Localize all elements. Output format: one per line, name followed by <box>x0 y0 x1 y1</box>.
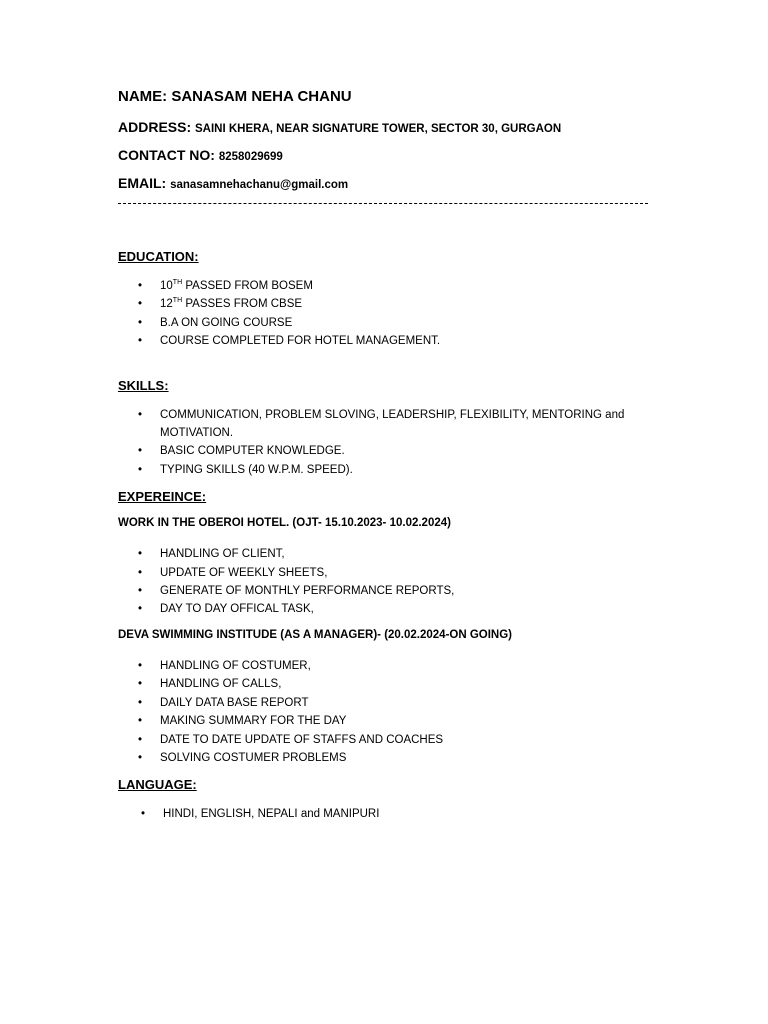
list-item <box>118 332 658 350</box>
email-value: sanasamnehachanu@gmail.com <box>170 179 349 191</box>
duty-item-text: UPDATE OF WEEKLY SHEETS, <box>160 566 328 579</box>
bullet-icon: • <box>138 659 143 672</box>
contact-line <box>118 147 658 167</box>
education-item-text: 12 <box>160 298 173 311</box>
education-list <box>118 277 658 351</box>
bullet-icon: • <box>138 715 143 728</box>
duty-item-text: MAKING SUMMARY FOR THE DAY <box>160 715 347 728</box>
skill-item-text: BASIC COMPUTER KNOWLEDGE. <box>160 445 345 458</box>
list-item <box>118 675 658 693</box>
address-label: ADDRESS: <box>118 119 196 135</box>
bullet-icon: • <box>138 548 143 561</box>
bullet-icon: • <box>138 316 143 329</box>
bullet-icon: • <box>138 751 143 764</box>
duty-item-text: DATE TO DATE UPDATE OF STAFFS AND COACHES <box>160 733 444 746</box>
name-line: NAME: SANASAM NEHA CHANU <box>118 88 352 105</box>
bullet-icon: • <box>138 678 143 691</box>
duty-item-text: HANDLING OF COSTUMER, <box>160 659 311 672</box>
education-item-text: PASSES FROM CBSE <box>182 298 303 311</box>
list-item <box>118 657 658 675</box>
language-heading: LANGUAGE: <box>118 777 197 793</box>
job-title-deva: DEVA SWIMMING INSTITUDE (AS A MANAGER)- (20.02.2024-ON GOING) <box>118 628 513 641</box>
list-item <box>118 277 658 295</box>
experience-heading: EXPEREINCE: <box>118 489 207 505</box>
list-item <box>118 805 658 823</box>
bullet-icon: • <box>138 566 143 579</box>
bullet-icon: • <box>138 585 143 598</box>
contact-value: 8258029699 <box>218 151 283 163</box>
duty-item-text: HANDLING OF CALLS, <box>160 678 282 691</box>
list-item <box>118 564 658 582</box>
email-line <box>118 175 658 195</box>
address-value: SAINI KHERA, NEAR SIGNATURE TOWER, SECTOR 30, GURGAON <box>195 123 562 135</box>
education-item-text: COURSE COMPLETED FOR HOTEL MANAGEMENT. <box>160 335 441 348</box>
education-item-sup: TH <box>172 297 183 305</box>
duty-item-text: DAILY DATA BASE REPORT <box>160 696 309 709</box>
address-line <box>118 119 658 139</box>
bullet-icon: • <box>138 335 143 348</box>
bullet-icon: • <box>138 408 143 421</box>
list-item <box>118 442 658 460</box>
list-item <box>118 712 658 730</box>
skills-heading: SKILLS: <box>118 377 169 393</box>
education-item-text: PASSED FROM BOSEM <box>182 280 313 292</box>
contact-label: CONTACT NO: <box>118 147 219 163</box>
bullet-icon: • <box>138 603 143 616</box>
duty-item-text: HANDLING OF CLIENT, <box>160 548 285 561</box>
list-item <box>118 600 658 618</box>
education-item-text: 10 <box>160 280 173 292</box>
education-heading: EDUCATION: <box>118 249 199 264</box>
bullet-icon: • <box>138 298 143 311</box>
list-item <box>118 295 658 313</box>
bullet-icon: • <box>141 808 146 821</box>
list-item <box>118 582 658 600</box>
list-item <box>118 731 658 749</box>
education-item-sup: TH <box>172 279 183 287</box>
bullet-icon: • <box>138 445 143 458</box>
bullet-icon: • <box>138 280 143 292</box>
resume-document <box>118 88 658 824</box>
language-item-text: HINDI, ENGLISH, NEPALI and MANIPURI <box>163 808 380 821</box>
email-label: EMAIL: <box>118 175 171 191</box>
bullet-icon: • <box>138 733 143 746</box>
skills-list <box>118 406 658 480</box>
list-item <box>118 545 658 563</box>
language-list <box>118 805 658 823</box>
education-item-text: B.A ON GOING COURSE <box>160 316 293 329</box>
job-duties-list-deva <box>118 657 658 767</box>
list-item <box>118 314 658 332</box>
job-duties-list-oberoi <box>118 545 658 619</box>
duty-item-text: DAY TO DAY OFFICAL TASK, <box>160 603 314 616</box>
duty-item-text: GENERATE OF MONTHLY PERFORMANCE REPORTS, <box>160 585 455 598</box>
list-item <box>118 461 658 479</box>
skill-item-text: TYPING SKILLS (40 W.P.M. SPEED). <box>160 463 353 476</box>
bullet-icon: • <box>138 463 143 476</box>
skill-item-text: COMMUNICATION, PROBLEM SLOVING, LEADERSHIP, FLEXIBILITY, MENTORING and MOTIVATION. <box>160 408 625 440</box>
list-item <box>118 694 658 712</box>
separator-line <box>118 203 648 204</box>
bullet-icon: • <box>138 696 143 709</box>
duty-item-text: SOLVING COSTUMER PROBLEMS <box>160 751 347 764</box>
list-item <box>118 749 658 767</box>
list-item <box>118 406 658 443</box>
job-title-oberoi: WORK IN THE OBEROI HOTEL. (OJT- 15.10.2023- 10.02.2024) <box>118 517 451 530</box>
